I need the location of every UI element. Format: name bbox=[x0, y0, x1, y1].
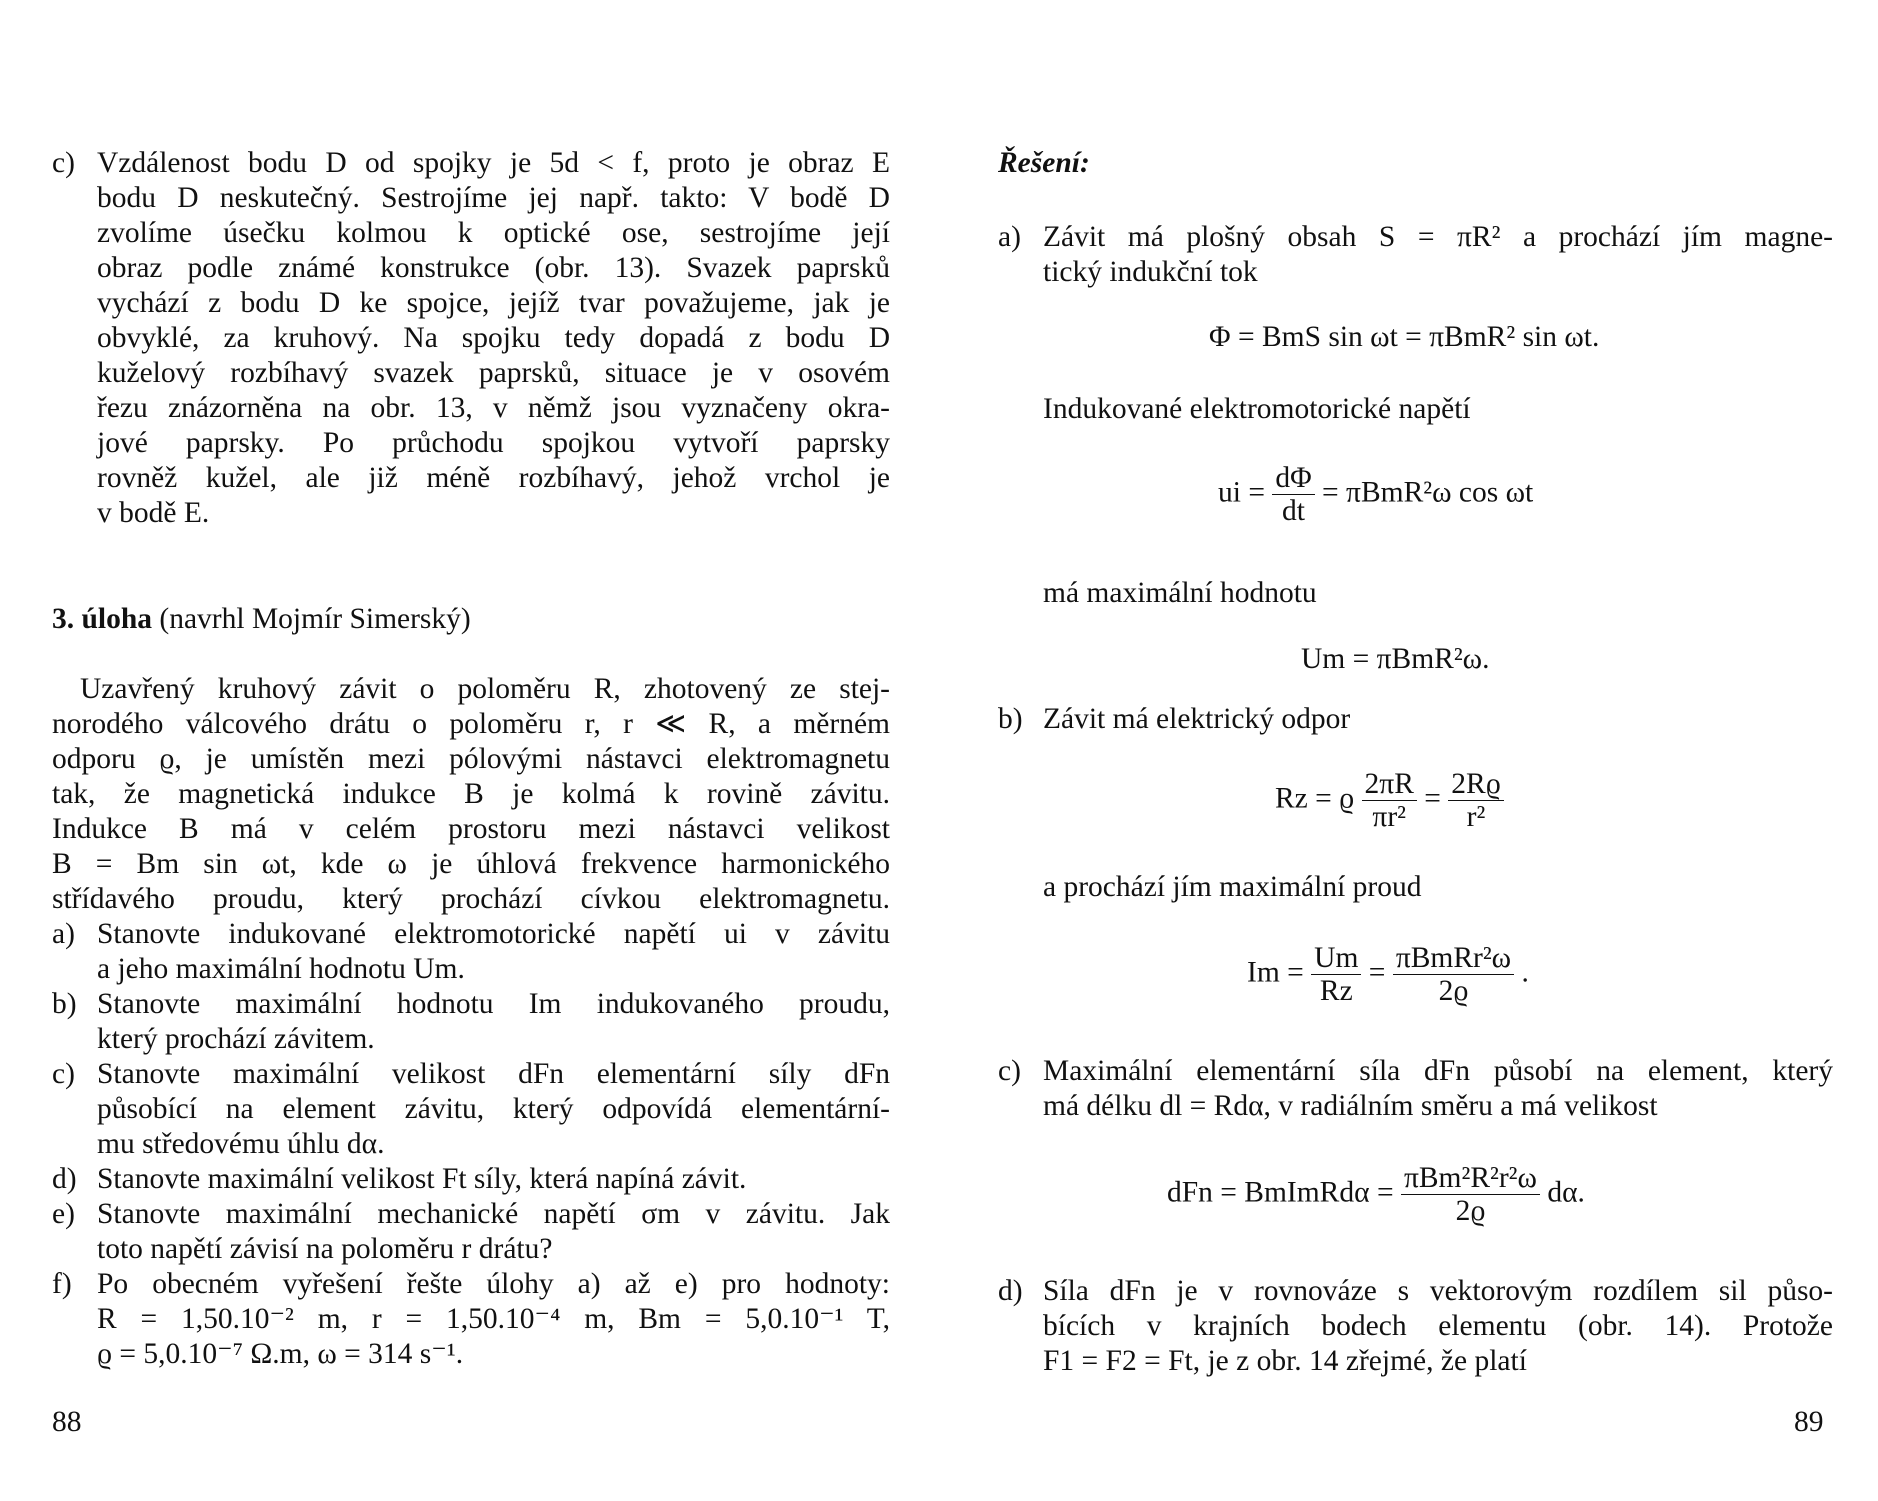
text-line: rovněž kužel, ale již méně rozbíhavý, jehož vrchol je bbox=[97, 462, 890, 494]
text-line: který prochází závitem. bbox=[97, 1023, 375, 1055]
text-line: střídavého proudu, který prochází cívkou elektromagnetu. bbox=[52, 883, 890, 915]
task-number: 3. úloha bbox=[52, 603, 153, 635]
text-line: obvyklé, za kruhový. Na spojku tedy dopadá z bodu D bbox=[97, 322, 890, 354]
text-line: Vzdálenost bodu D od spojky je 5d < f, proto je obraz E bbox=[97, 147, 890, 179]
item-label: b) bbox=[52, 988, 77, 1020]
paragraph-c-distance bbox=[97, 146, 890, 531]
equation-dfn: dFn = BmImRdα = $\frac{\text{πBm²R²r²ω}}{2ϱ}$ dα. bbox=[1167, 1162, 1585, 1227]
text-line: zvolíme úsečku kolmou k optické ose, sestrojíme její bbox=[97, 217, 890, 249]
item-text bbox=[97, 1057, 890, 1162]
item-label: d) bbox=[52, 1163, 77, 1195]
solution-d-text bbox=[1043, 1274, 1833, 1379]
text-line: Uzavřený kruhový závit o poloměru R, zhotovený ze stej- bbox=[80, 673, 890, 705]
solution-label-d: d) bbox=[998, 1275, 1023, 1307]
text-line: Stanovte indukované elektromotorické napětí ui v závitu bbox=[97, 918, 890, 950]
task-intro bbox=[52, 672, 890, 917]
item-label-c: c) bbox=[52, 147, 75, 179]
item-label: f) bbox=[52, 1268, 72, 1300]
solution-label-a: a) bbox=[998, 221, 1021, 253]
text-line: řezu znázorněna na obr. 13, v němž jsou vyznačeny okra- bbox=[97, 392, 890, 424]
text-line: kuželový rozbíhavý svazek paprsků, situace je v osovém bbox=[97, 357, 890, 389]
text-line: norodého válcového drátu o poloměru r, r ≪ R, a měrném bbox=[52, 708, 890, 740]
right-page bbox=[939, 0, 1878, 1501]
item-text bbox=[97, 1162, 890, 1197]
equation-emf: ui = $\frac{d\Phi}{dt}$ = πBmR²ω cos ωt bbox=[1218, 462, 1534, 527]
max-intro: má maximální hodnotu bbox=[1043, 577, 1317, 609]
item-label: e) bbox=[52, 1198, 75, 1230]
item-label: a) bbox=[52, 918, 75, 950]
text-line: Závit má plošný obsah S = πR² a prochází jím magne- bbox=[1043, 221, 1833, 253]
text-line: a jeho maximální hodnotu Um. bbox=[97, 953, 465, 985]
text-line: toto napětí závisí na poloměru r drátu? bbox=[97, 1233, 553, 1265]
text-line: Stanovte maximální velikost dFn elementární síly dFn bbox=[97, 1058, 890, 1090]
text-line: mu středovému úhlu dα. bbox=[97, 1128, 385, 1160]
item-text bbox=[97, 1197, 890, 1267]
text-line: působící na element závitu, který odpovídá elementární- bbox=[97, 1093, 890, 1125]
text-line: Síla dFn je v rovnováze s vektorovým rozdílem sil půso- bbox=[1043, 1275, 1833, 1307]
emf-fraction: $\frac{d\Phi}{dt}$ bbox=[1272, 462, 1314, 527]
text-line: B = Bm sin ωt, kde ω je úhlová frekvence harmonického bbox=[52, 848, 890, 880]
text-line: Stanovte maximální velikost Ft síly, která napíná závit. bbox=[97, 1163, 747, 1195]
text-line: Po obecném vyřešení řešte úlohy a) až e) pro hodnoty: bbox=[97, 1268, 890, 1300]
page-number-right: 89 bbox=[1794, 1406, 1824, 1438]
solution-a-text bbox=[1043, 220, 1833, 290]
solution-label-b: b) bbox=[998, 703, 1023, 735]
text-line: tak, že magnetická indukce B je kolmá k rovině závitu. bbox=[52, 778, 890, 810]
text-line: tický indukční tok bbox=[1043, 256, 1258, 288]
item-text bbox=[97, 917, 890, 987]
solution-c-text bbox=[1043, 1054, 1833, 1124]
item-text bbox=[97, 987, 890, 1057]
item-text bbox=[97, 1267, 890, 1372]
solution-b-text: Závit má elektrický odpor bbox=[1043, 703, 1351, 735]
text-line: Stanovte maximální mechanické napětí σm v závitu. Jak bbox=[97, 1198, 890, 1230]
page-number-left: 88 bbox=[52, 1406, 82, 1438]
equation-resistance: Rz = ϱ $\frac{2\pi R}{\text{πr²}}$ = $\frac{2Rϱ}{\text{r²}}$ bbox=[1275, 768, 1504, 833]
text-line: bících v krajních bodech elementu (obr. 14). Protože bbox=[1043, 1310, 1833, 1342]
equation-current: Im = $\frac{Um}{Rz}$ = $\frac{\text{πBmRr²ω}}{2ϱ}$ . bbox=[1247, 942, 1529, 1007]
text-line: Indukce B má v celém prostoru mezi nástavci velikost bbox=[52, 813, 890, 845]
text-line: F1 = F2 = Ft, je z obr. 14 zřejmé, že platí bbox=[1043, 1345, 1527, 1377]
task-heading bbox=[52, 602, 471, 637]
text-line: odporu ϱ, je umístěn mezi pólovými nástavci elektromagnetu bbox=[52, 743, 890, 775]
text-line: vychází z bodu D ke spojce, jejíž tvar považujeme, jak je bbox=[97, 287, 890, 319]
emf-intro: Indukované elektromotorické napětí bbox=[1043, 393, 1471, 425]
solution-label-c: c) bbox=[998, 1055, 1021, 1087]
text-line: v bodě E. bbox=[97, 497, 210, 529]
task-author: (navrhl Mojmír Simerský) bbox=[159, 603, 471, 635]
text-line: Stanovte maximální hodnotu Im indukovaného proudu, bbox=[97, 988, 890, 1020]
item-label: c) bbox=[52, 1058, 75, 1090]
current-intro: a prochází jím maximální proud bbox=[1043, 871, 1422, 903]
text-line: obraz podle známé konstrukce (obr. 13). Svazek paprsků bbox=[97, 252, 890, 284]
text-line: R = 1,50.10⁻² m, r = 1,50.10⁻⁴ m, Bm = 5,0.10⁻¹ T, bbox=[97, 1303, 890, 1335]
text-line: Maximální elementární síla dFn působí na element, který bbox=[1043, 1055, 1833, 1087]
solution-heading: Řešení: bbox=[998, 147, 1090, 179]
text-line: bodu D neskutečný. Sestrojíme jej např. takto: V bodě D bbox=[97, 182, 890, 214]
text-line: jové paprsky. Po průchodu spojkou vytvoří paprsky bbox=[97, 427, 890, 459]
equation-um: Um = πBmR²ω. bbox=[1301, 643, 1490, 675]
text-line: má délku dl = Rdα, v radiálním směru a má velikost bbox=[1043, 1090, 1658, 1122]
text-line: ϱ = 5,0.10⁻⁷ Ω.m, ω = 314 s⁻¹. bbox=[97, 1338, 464, 1370]
equation-flux: Φ = BmS sin ωt = πBmR² sin ωt. bbox=[1209, 321, 1600, 353]
